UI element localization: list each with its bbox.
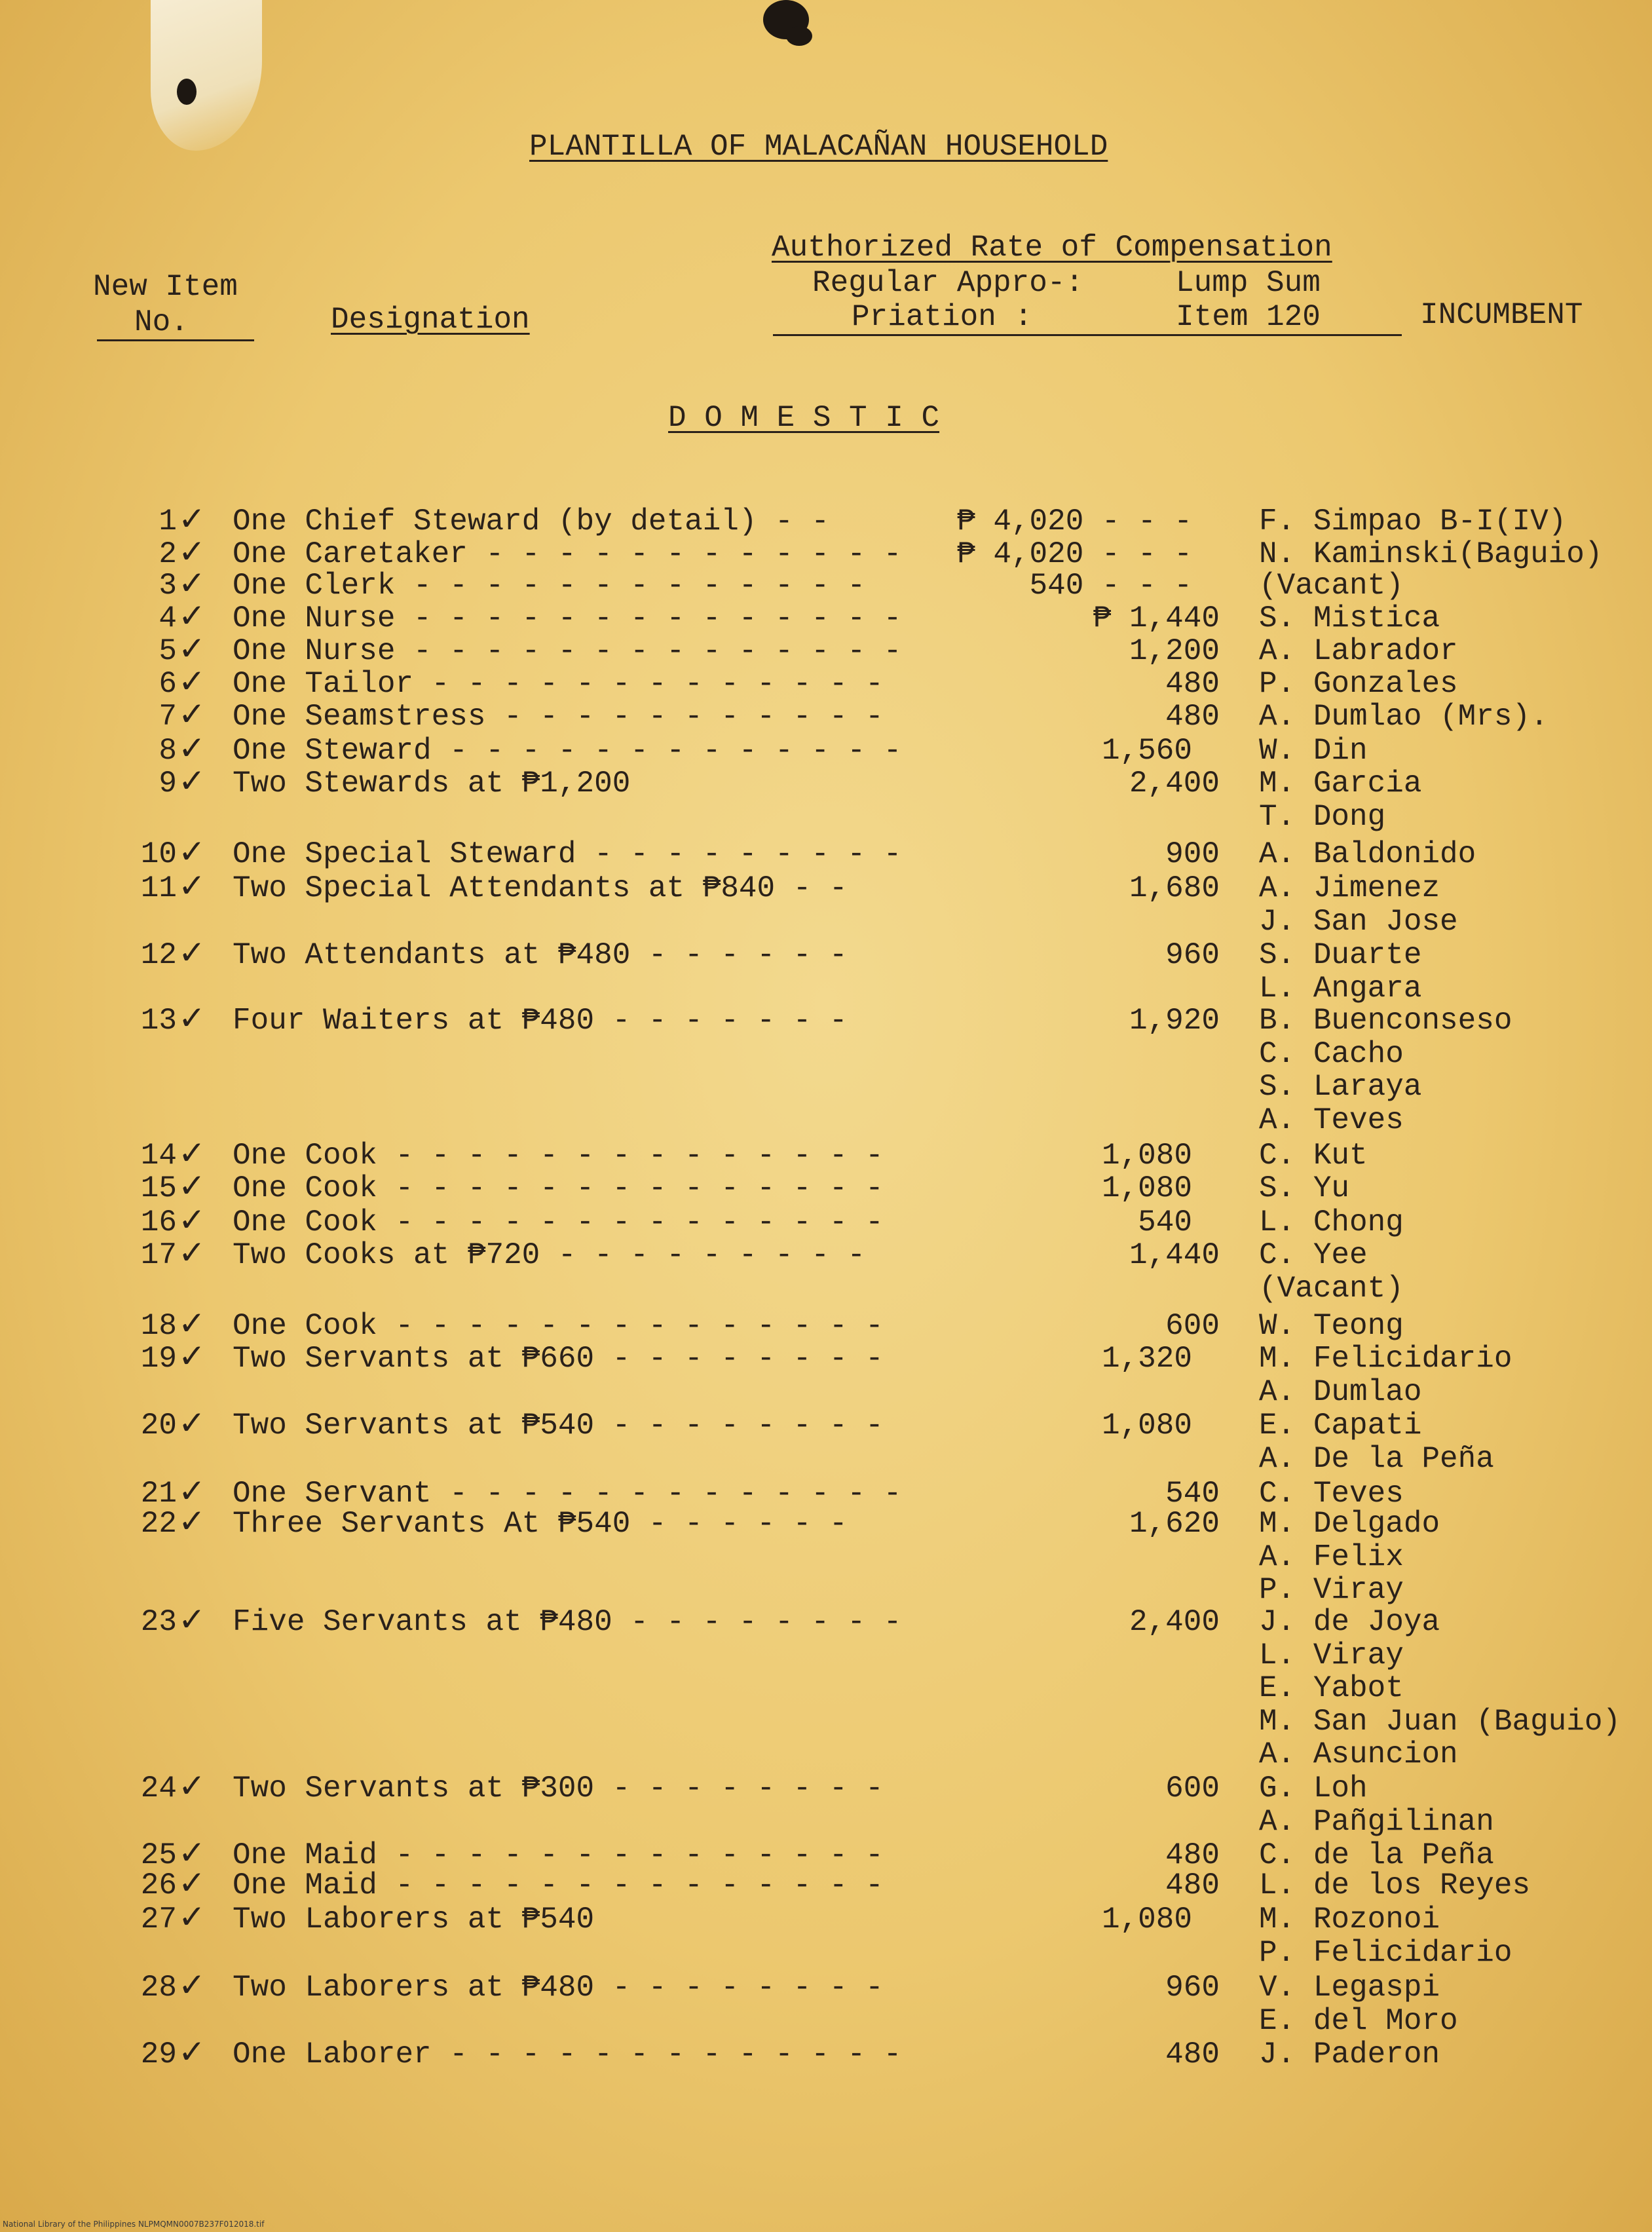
item-designation: One Steward - - - - - - - - - - - - - [233, 734, 902, 768]
incumbent-name: S. Duarte [1259, 938, 1422, 972]
incumbent-name: S. Mistica [1259, 601, 1440, 635]
incumbent-name: W. Teong [1259, 1309, 1404, 1343]
item-designation: Two Stewards at ₱1,200 [233, 766, 631, 801]
header-incumbent: INCUMBENT [1420, 298, 1583, 332]
incumbent-name: S. Yu [1259, 1171, 1350, 1205]
incumbent-name: W. Din [1259, 734, 1368, 768]
item-number: 5 [159, 634, 177, 668]
lump-sum-value: 480 [1165, 1838, 1220, 1872]
section-title: D O M E S T I C [668, 401, 940, 435]
incumbent-name: E. Capati [1259, 1409, 1422, 1443]
check-mark: ✓ [178, 1472, 206, 1510]
item-designation: Two Cooks at ₱720 - - - - - - - - - [233, 1238, 866, 1272]
incumbent-name: M. San Juan (Baguio) [1259, 1705, 1621, 1739]
lump-sum-value: 2,400 [1129, 1605, 1220, 1639]
item-number: 16 [140, 1205, 177, 1239]
item-designation: One Cook - - - - - - - - - - - - - - [233, 1205, 884, 1239]
header-lump-2: Item 120 [1176, 300, 1321, 334]
check-mark: ✓ [178, 1767, 206, 1805]
item-number: 15 [140, 1171, 177, 1205]
item-number: 17 [140, 1238, 177, 1272]
page-title: PLANTILLA OF MALACAÑAN HOUSEHOLD [529, 130, 1108, 164]
check-mark: ✓ [178, 1304, 206, 1342]
header-rule-rate [773, 334, 1402, 336]
item-number: 27 [140, 1902, 177, 1937]
item-number: 20 [140, 1409, 177, 1443]
check-mark: ✓ [178, 597, 206, 635]
lump-sum-value: 480 [1165, 700, 1220, 734]
incumbent-name: A. Jimenez [1259, 871, 1440, 905]
item-number: 1 [159, 504, 177, 539]
lump-sum-value: 1,200 [1129, 634, 1220, 668]
item-designation: One Nurse - - - - - - - - - - - - - - [233, 634, 902, 668]
incumbent-name: M. Felicidario [1259, 1342, 1512, 1376]
check-mark: ✓ [178, 729, 206, 767]
regular-appropriation-value: 1,080 [1101, 1171, 1192, 1205]
item-number: 24 [140, 1771, 177, 1806]
incumbent-name: E. Yabot [1259, 1671, 1404, 1705]
incumbent-name: G. Loh [1259, 1771, 1368, 1806]
header-new-item: New Item [93, 270, 238, 304]
item-designation: One Laborer - - - - - - - - - - - - - [233, 2037, 902, 2071]
lump-sum-value: 1,620 [1129, 1507, 1220, 1541]
check-mark: ✓ [178, 662, 206, 700]
regular-appropriation-value: ₱ 4,020 - - - [957, 537, 1192, 571]
item-number: 23 [140, 1605, 177, 1639]
check-mark: ✓ [178, 1502, 206, 1540]
lump-sum-value: 480 [1165, 1868, 1220, 1902]
incumbent-name: A. Dumlao [1259, 1375, 1422, 1409]
incumbent-name: C. Kut [1259, 1139, 1368, 1173]
incumbent-name: A. Pañgilinan [1259, 1805, 1494, 1839]
incumbent-name: J. Paderon [1259, 2037, 1440, 2071]
ink-stain [177, 79, 197, 105]
incumbent-name: C. Teves [1259, 1477, 1404, 1511]
check-mark: ✓ [178, 1864, 206, 1902]
check-mark: ✓ [178, 2033, 206, 2071]
item-designation: One Special Steward - - - - - - - - - [233, 837, 902, 871]
item-designation: Two Attendants at ₱480 - - - - - - [233, 938, 848, 972]
item-designation: Five Servants at ₱480 - - - - - - - - [233, 1605, 902, 1639]
check-mark: ✓ [178, 1134, 206, 1172]
item-number: 14 [140, 1139, 177, 1173]
incumbent-name: L. Viray [1259, 1638, 1404, 1673]
check-mark: ✓ [178, 833, 206, 871]
regular-appropriation-value: 1,080 [1101, 1409, 1192, 1443]
item-designation: One Maid - - - - - - - - - - - - - - [233, 1868, 884, 1902]
item-designation: Two Servants at ₱660 - - - - - - - - [233, 1342, 884, 1376]
check-mark: ✓ [178, 1834, 206, 1872]
lump-sum-value: 1,440 [1129, 1238, 1220, 1272]
lump-sum-value: 480 [1165, 2037, 1220, 2071]
item-designation: One Caretaker - - - - - - - - - - - - [233, 537, 902, 571]
header-regular-1: Regular Appro-: [812, 266, 1084, 300]
incumbent-name: A. Dumlao (Mrs). [1259, 700, 1549, 734]
check-mark: ✓ [178, 762, 206, 800]
check-mark: ✓ [178, 695, 206, 733]
incumbent-name: J. San Jose [1259, 905, 1458, 939]
item-number: 4 [159, 601, 177, 635]
incumbent-name: L. Chong [1259, 1205, 1404, 1239]
incumbent-name: M. Rozonoi [1259, 1902, 1440, 1937]
incumbent-name: A. Felix [1259, 1540, 1404, 1574]
item-number: 11 [140, 871, 177, 905]
item-number: 22 [140, 1507, 177, 1541]
item-designation: One Chief Steward (by detail) - - [233, 504, 829, 539]
incumbent-name: A. Labrador [1259, 634, 1458, 668]
ink-stain [786, 26, 812, 46]
incumbent-name: C. Cacho [1259, 1037, 1404, 1071]
check-mark: ✓ [178, 1234, 206, 1272]
incumbent-name: J. de Joya [1259, 1605, 1440, 1639]
item-designation: One Tailor - - - - - - - - - - - - - [233, 667, 884, 701]
incumbent-name: F. Simpao B-I(IV) [1259, 504, 1567, 539]
incumbent-name: L. de los Reyes [1259, 1868, 1531, 1902]
header-authorized: Authorized Rate of Compensation [772, 231, 1332, 265]
item-designation: Two Servants at ₱300 - - - - - - - - [233, 1771, 884, 1806]
incumbent-name: A. Asuncion [1259, 1737, 1458, 1771]
check-mark: ✓ [178, 1404, 206, 1442]
incumbent-name: E. del Moro [1259, 2004, 1458, 2038]
incumbent-name: T. Dong [1259, 800, 1386, 834]
incumbent-name: M. Garcia [1259, 766, 1422, 801]
check-mark: ✓ [178, 500, 206, 538]
check-mark: ✓ [178, 1201, 206, 1239]
item-number: 28 [140, 1971, 177, 2005]
item-number: 12 [140, 938, 177, 972]
item-designation: One Nurse - - - - - - - - - - - - - - [233, 601, 902, 635]
item-number: 26 [140, 1868, 177, 1902]
incumbent-name: A. Teves [1259, 1103, 1404, 1137]
item-number: 2 [159, 537, 177, 571]
torn-corner [151, 0, 262, 151]
item-designation: One Seamstress - - - - - - - - - - - [233, 700, 884, 734]
lump-sum-value: 600 [1165, 1309, 1220, 1343]
item-number: 10 [140, 837, 177, 871]
header-lump-1: Lump Sum [1176, 266, 1321, 300]
header-rule-no [97, 339, 254, 341]
incumbent-name: V. Legaspi [1259, 1971, 1440, 2005]
incumbent-name: C. de la Peña [1259, 1838, 1494, 1872]
header-regular-2: Priation : [852, 300, 1033, 334]
item-number: 19 [140, 1342, 177, 1376]
item-number: 7 [159, 700, 177, 734]
check-mark: ✓ [178, 867, 206, 905]
incumbent-name: P. Viray [1259, 1573, 1404, 1607]
item-number: 21 [140, 1477, 177, 1511]
lump-sum-value: 600 [1165, 1771, 1220, 1806]
lump-sum-value: 2,400 [1129, 766, 1220, 801]
lump-sum-value: ₱ 1,440 [1093, 601, 1220, 635]
item-designation: One Cook - - - - - - - - - - - - - - [233, 1309, 884, 1343]
check-mark: ✓ [178, 934, 206, 972]
regular-appropriation-value: 1,080 [1101, 1902, 1192, 1937]
item-designation: Two Laborers at ₱540 [233, 1902, 595, 1937]
item-number: 6 [159, 667, 177, 701]
item-number: 18 [140, 1309, 177, 1343]
item-designation: Two Servants at ₱540 - - - - - - - - [233, 1409, 884, 1443]
item-designation: Two Laborers at ₱480 - - - - - - - - [233, 1971, 884, 2005]
header-designation: Designation [331, 303, 530, 337]
regular-appropriation-value: ₱ 4,020 - - - [957, 504, 1192, 539]
check-mark: ✓ [178, 630, 206, 668]
regular-appropriation-value: 540 - - - [1029, 569, 1192, 603]
check-mark: ✓ [178, 1337, 206, 1375]
item-number: 13 [140, 1004, 177, 1038]
incumbent-name: P. Felicidario [1259, 1936, 1512, 1970]
item-designation: One Clerk - - - - - - - - - - - - - [233, 569, 866, 603]
lump-sum-value: 960 [1165, 938, 1220, 972]
incumbent-name: S. Laraya [1259, 1070, 1422, 1104]
lump-sum-value: 480 [1165, 667, 1220, 701]
lump-sum-value: 960 [1165, 1971, 1220, 2005]
item-designation: One Cook - - - - - - - - - - - - - - [233, 1139, 884, 1173]
incumbent-name: C. Yee [1259, 1238, 1368, 1272]
incumbent-name: (Vacant) [1259, 1272, 1404, 1306]
incumbent-name: A. Baldonido [1259, 837, 1476, 871]
incumbent-name: L. Angara [1259, 972, 1422, 1006]
item-number: 25 [140, 1838, 177, 1872]
lump-sum-value: 540 [1165, 1477, 1220, 1511]
check-mark: ✓ [178, 1966, 206, 2004]
incumbent-name: M. Delgado [1259, 1507, 1440, 1541]
item-designation: One Maid - - - - - - - - - - - - - - [233, 1838, 884, 1872]
check-mark: ✓ [178, 564, 206, 602]
item-designation: Three Servants At ₱540 - - - - - - [233, 1507, 848, 1541]
incumbent-name: (Vacant) [1259, 569, 1404, 603]
item-designation: Two Special Attendants at ₱840 - - [233, 871, 848, 905]
lump-sum-value: 1,680 [1129, 871, 1220, 905]
lump-sum-value: 1,920 [1129, 1004, 1220, 1038]
item-number: 3 [159, 569, 177, 603]
incumbent-name: B. Buenconseso [1259, 1004, 1512, 1038]
item-number: 9 [159, 766, 177, 801]
incumbent-name: P. Gonzales [1259, 667, 1458, 701]
item-number: 29 [140, 2037, 177, 2071]
incumbent-name: N. Kaminski(Baguio) [1259, 537, 1603, 571]
check-mark: ✓ [178, 999, 206, 1037]
header-no: No. [134, 305, 189, 339]
incumbent-name: A. De la Peña [1259, 1442, 1494, 1476]
item-designation: One Servant - - - - - - - - - - - - - [233, 1477, 902, 1511]
item-designation: One Cook - - - - - - - - - - - - - - [233, 1171, 884, 1205]
check-mark: ✓ [178, 1600, 206, 1638]
lump-sum-value: 900 [1165, 837, 1220, 871]
check-mark: ✓ [178, 1167, 206, 1205]
item-designation: Four Waiters at ₱480 - - - - - - - [233, 1004, 848, 1038]
check-mark: ✓ [178, 533, 206, 571]
item-number: 8 [159, 734, 177, 768]
regular-appropriation-value: 1,560 [1101, 734, 1192, 768]
check-mark: ✓ [178, 1898, 206, 1936]
regular-appropriation-value: 1,080 [1101, 1139, 1192, 1173]
footer-source: National Library of the Philippines NLPMQMN0007B237F012018.tif [3, 2220, 265, 2229]
regular-appropriation-value: 1,320 [1101, 1342, 1192, 1376]
regular-appropriation-value: 540 [1138, 1205, 1192, 1239]
